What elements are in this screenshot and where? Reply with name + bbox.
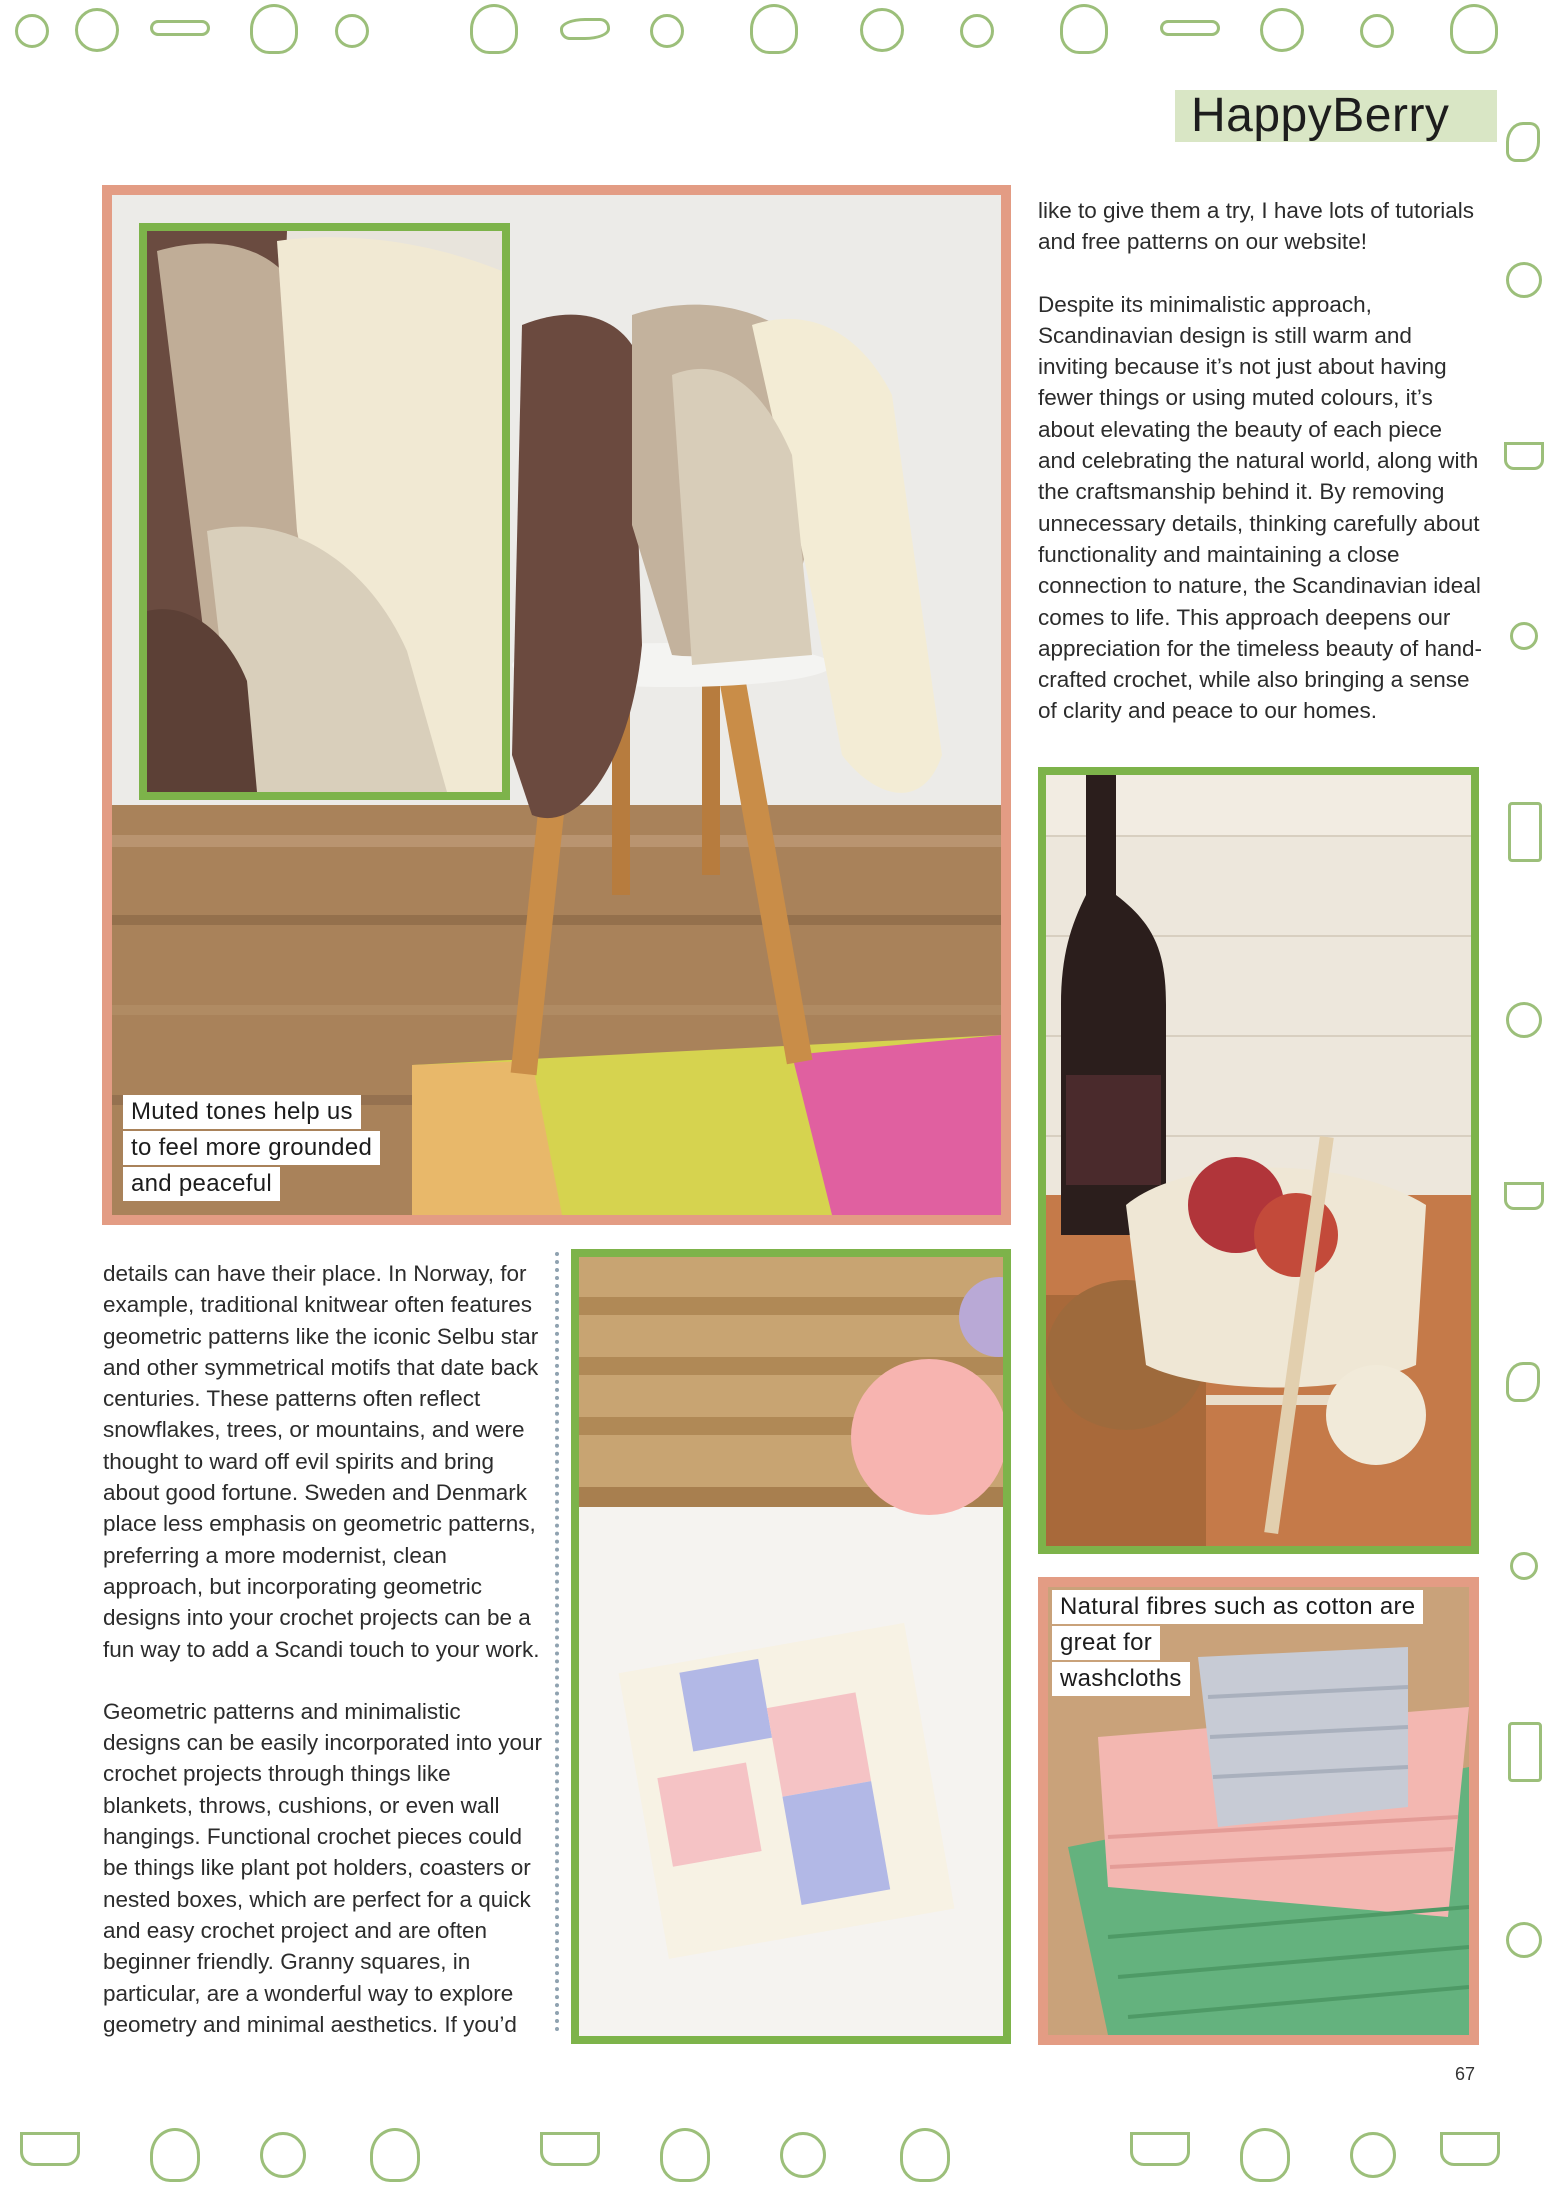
yarn-ball-icon: [260, 2132, 306, 2178]
crafter-face-icon: [900, 2128, 950, 2182]
paragraph: details can have their place. In Norway, for example, traditional knitwear often features geometric patterns like the iconic Selbu star and other symmetrical motifs that date back centuries. These patterns often reflect snowflakes, trees, or mountains, and were thought to ward off evil spirits and bring about good fortune. Sweden and Denmark place less emphasis on geometric patterns, preferring a more modernist, clean approach, but incorporating geometric designs into your crochet projects can be a fun way to add a Scandi touch to your work.: [103, 1261, 540, 1662]
button-icon: [1510, 1552, 1538, 1580]
photo-granny-square: [579, 1257, 1003, 2036]
crafter-face-icon: [470, 4, 518, 54]
caption-line: to feel more grounded: [123, 1131, 380, 1165]
caption-line: great for: [1052, 1626, 1160, 1660]
photo-frame-blanket-closeup: [139, 223, 510, 800]
crafter-face-icon: [660, 2128, 710, 2182]
page-number: 67: [1455, 2064, 1476, 2084]
bottom-doodle-border: [0, 2120, 1551, 2193]
paragraph: like to give them a try, I have lots of tutorials and free patterns on our website!: [1038, 198, 1475, 255]
caption-line: washcloths: [1052, 1662, 1190, 1696]
basket-icon: [1504, 442, 1544, 470]
button-icon: [1360, 14, 1394, 48]
yarn-ball-icon: [75, 8, 119, 52]
yarn-ball-icon: [1506, 1002, 1542, 1038]
crafter-face-icon: [1060, 4, 1108, 54]
caption-line: Muted tones help us: [123, 1095, 361, 1129]
yarn-ball-icon: [860, 8, 904, 52]
crafter-face-icon: [150, 2128, 200, 2182]
crafter-face-icon: [370, 2128, 420, 2182]
button-icon: [960, 14, 994, 48]
photo-blanket-closeup: [147, 231, 502, 792]
button-icon: [15, 14, 49, 48]
safety-pin-icon: [150, 20, 210, 36]
yarn-ball-icon: [1350, 2132, 1396, 2178]
article-column-right: [1038, 195, 1483, 758]
crafter-face-icon: [1450, 4, 1498, 54]
article-column-left: [103, 1258, 543, 2071]
basket-icon: [1130, 2132, 1190, 2166]
basket-icon: [20, 2132, 80, 2166]
crafter-face-icon: [1240, 2128, 1290, 2182]
magazine-brand: HappyBerry: [1175, 90, 1497, 142]
yarn-ball-icon: [1260, 8, 1304, 52]
caption-blanket: [123, 1095, 380, 1203]
basket-icon: [540, 2132, 600, 2166]
yarn-ball-icon: [780, 2132, 826, 2178]
right-doodle-border: [1500, 62, 1551, 2120]
top-doodle-border: [0, 0, 1551, 62]
crafter-face-icon: [250, 4, 298, 54]
photo-frame-wine-basket: [1038, 767, 1479, 1554]
ruler-icon: [1508, 802, 1542, 862]
scissors-icon: [1506, 122, 1540, 162]
yarn-ball-icon: [1506, 262, 1542, 298]
caption-line: and peaceful: [123, 1167, 280, 1201]
scissors-icon: [560, 18, 610, 40]
paragraph: Geometric patterns and minimalistic designs can be easily incorporated into your crochet projects through things like blankets, throws, cushions, or even wall hangings. Functional crochet pieces could be things like plant pot holders, coasters or nested boxes, which are perfect for a quick and easy crochet project and are often beginner friendly. Granny squares, in particular, are a wonderful way to explore geometry and minimal aesthetics. If you’d: [103, 1698, 543, 2037]
ruler-icon: [1508, 1722, 1542, 1782]
caption-washcloths: [1052, 1590, 1423, 1698]
button-icon: [1510, 622, 1538, 650]
crafter-face-icon: [750, 4, 798, 54]
photo-wine-and-crochet-basket: [1046, 775, 1471, 1546]
paragraph: Despite its minimalistic approach, Scandinavian design is still warm and inviting because it’s not just about having fewer things or using muted colours, it’s about elevating the beauty of each piece and celebrating the natural world, along with the craftsmanship behind it. By removing unnecessary details, thinking carefully about functionality and maintaining a close connection to nature, the Scandinavian ideal comes to life. This approach deepens our appreciation for the timeless beauty of hand-crafted crochet, while also bringing a sense of clarity and peace to our homes.: [1038, 291, 1483, 724]
scissors-icon: [1506, 1362, 1540, 1402]
basket-icon: [1504, 1182, 1544, 1210]
caption-line: Natural fibres such as cotton are: [1052, 1590, 1423, 1624]
photo-frame-granny-square: [571, 1249, 1011, 2044]
safety-pin-icon: [1160, 20, 1220, 36]
yarn-ball-icon: [1506, 1922, 1542, 1958]
column-divider: [555, 1252, 559, 2032]
button-icon: [335, 14, 369, 48]
button-icon: [650, 14, 684, 48]
basket-icon: [1440, 2132, 1500, 2166]
